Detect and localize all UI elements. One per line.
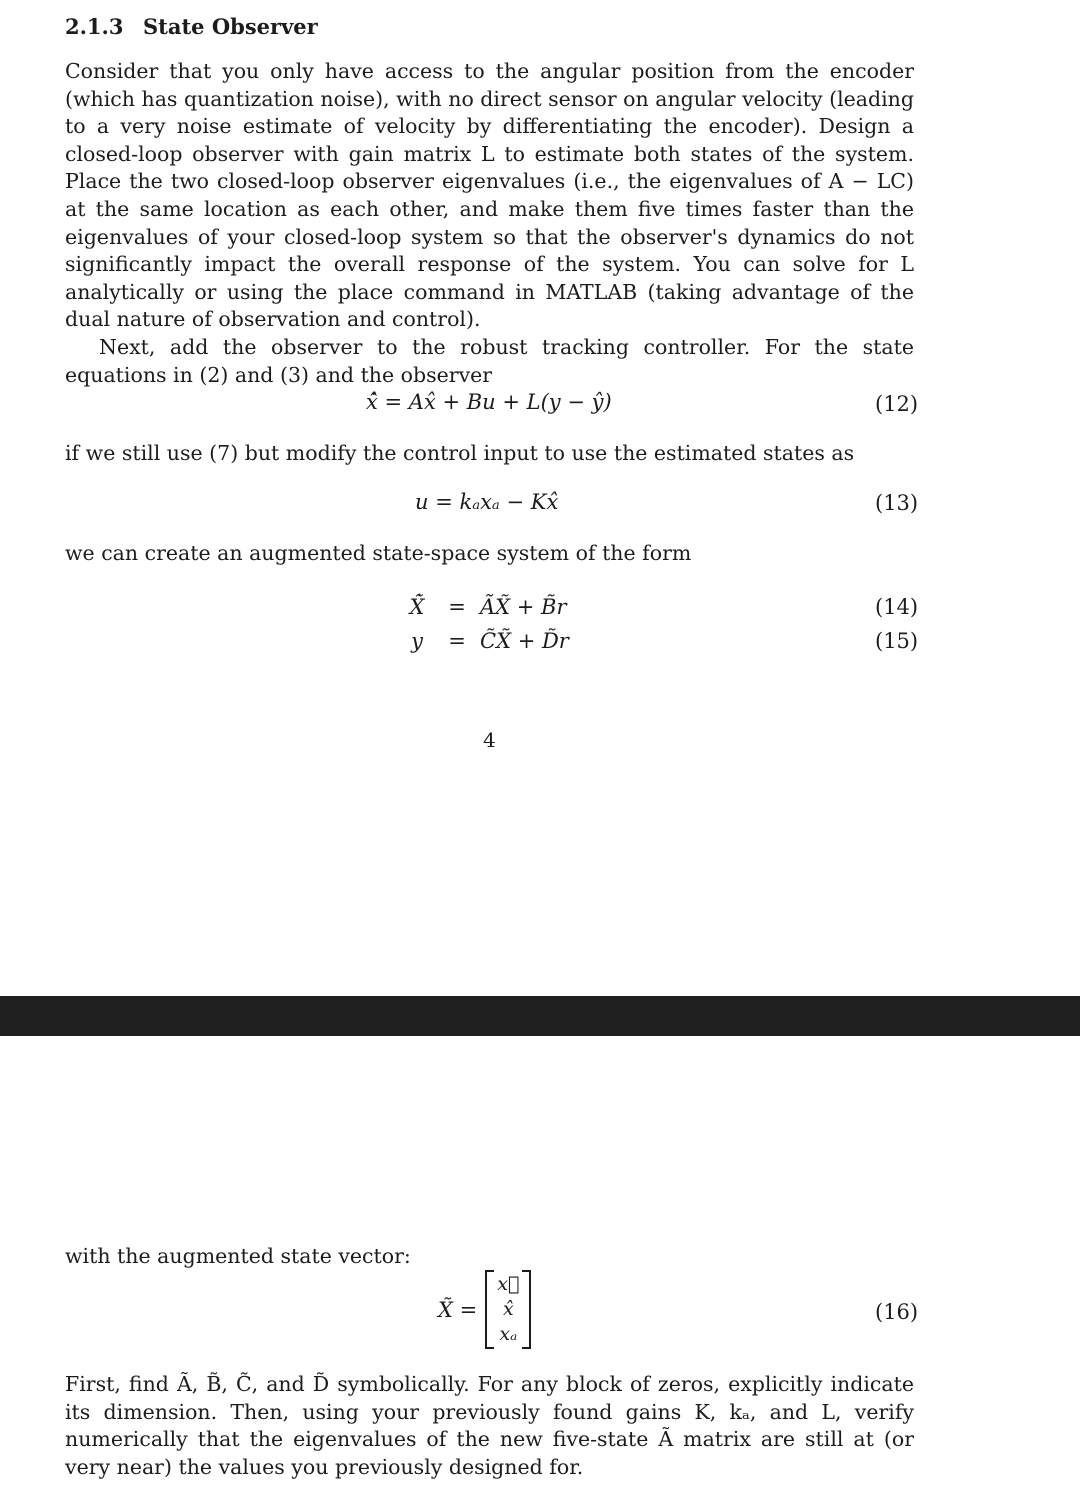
equation-16-lhs: X̃ = (438, 1297, 478, 1322)
equation-15-lhs: y (411, 629, 423, 653)
equation-14-number: (14) (875, 595, 919, 619)
equation-16-number: (16) (875, 1300, 919, 1324)
equation-13: u = kₐxₐ − Kx̂ (415, 490, 559, 514)
section-number: 2.1.3 (65, 14, 124, 39)
matrix-row-integrator: xₐ (499, 1323, 518, 1345)
section-heading (65, 14, 318, 39)
equation-12-number: (12) (875, 392, 919, 416)
equation-15 (400, 624, 569, 658)
augmented-state-matrix (485, 1270, 531, 1349)
intro-text-block (65, 58, 914, 389)
paragraph-augmented-system: we can create an augmented state-space system of the form (65, 541, 692, 565)
equation-14 (400, 590, 569, 624)
matrix-row-state: x⃗ (497, 1273, 520, 1295)
equation-array-14-15 (400, 590, 569, 658)
equation-14-rel: = (448, 595, 466, 619)
page-number: 4 (483, 728, 496, 752)
equation-12: x̂̇ = Ax̂ + Bu + L(y − ŷ) (366, 390, 612, 414)
paragraph-control-input: if we still use (7) but modify the control input to use the estimated states as (65, 441, 855, 465)
equation-15-number: (15) (875, 629, 919, 653)
equation-15-rel: = (448, 629, 466, 653)
equation-15-rhs: C̃X̃ + D̃r (480, 629, 569, 653)
paragraph-augmented-vector: with the augmented state vector: (65, 1244, 411, 1268)
equation-16 (438, 1270, 531, 1349)
equation-13-number: (13) (875, 491, 919, 515)
equation-14-lhs: X̃̇ (409, 595, 425, 619)
paragraph-add-observer: Next, add the observer to the robust tracking controller. For the state equations in (2) and (3) and the observer (65, 334, 914, 387)
matrix-row-estimate: x̂ (502, 1298, 514, 1320)
section-title: State Observer (143, 14, 318, 39)
page-separator-band (0, 996, 1080, 1036)
equation-14-rhs: ÃX̃ + B̃r (480, 595, 567, 619)
paragraph-find-matrices: First, find Ã, B̃, C̃, and D̃ symbolically. For any block of zeros, explicitly indicate its dimension. Then, using your previously found gains K, kₐ, and L, verify numerically that the eigenvalues of the new five-state Ã matrix are still at (or very near) the values you previously designed for. (65, 1372, 914, 1479)
paragraph-observer-design: Consider that you only have access to the angular position from the encoder (which has quantization noise), with no direct sensor on angular velocity (leading to a very noise estimate of velocity by differentiating the encoder). Design a closed-loop observer with gain matrix L to estimate both states of the system. Place the two closed-loop observer eigenvalues (i.e., the eigenvalues of A − LC) at the same location as each other, and make them five times faster than the eigenvalues of your closed-loop system so that the observer's dynamics do not significantly impact the overall response of the system. You can solve for L analytically or using the place command in MATLAB (taking advantage of the dual nature of observation and control). (65, 59, 914, 332)
